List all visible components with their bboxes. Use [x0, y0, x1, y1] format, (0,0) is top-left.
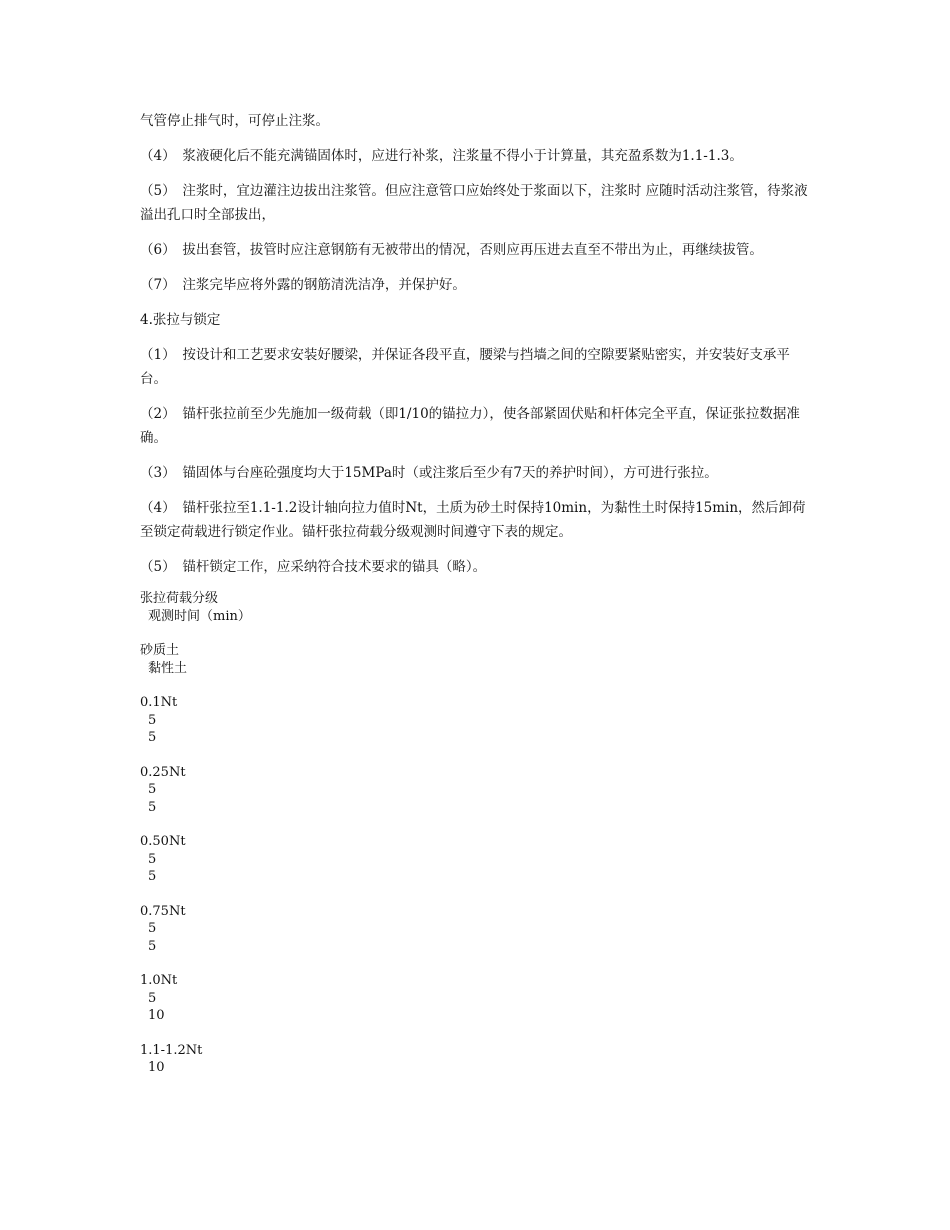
table-header: [140, 590, 810, 625]
table-row: [140, 1042, 810, 1077]
sand-time-cell: 5: [148, 712, 157, 728]
table-header-cell: 砂质土: [140, 643, 180, 658]
clay-time-cell: 10: [148, 1008, 165, 1023]
table-header-cell: 观测时间（min）: [148, 608, 251, 624]
sand-time-cell: 10: [148, 1060, 165, 1075]
table-row: [140, 764, 810, 817]
table-row: [140, 833, 810, 886]
paragraph: （4） 锚杆张拉至1.1-1.2设计轴向拉力值时Nt，土质为砂土时保持10min，为黏性土时保持15min，然后卸荷至锁定荷载进行锁定作业。锚杆张拉荷载分级观测时间遵守下表的规定。: [140, 500, 806, 540]
table-row: [140, 972, 810, 1025]
sand-time-cell: 5: [148, 782, 157, 797]
load-cell: 0.1Nt: [140, 695, 178, 710]
table-row: [140, 694, 810, 747]
paragraph: （5） 注浆时，宜边灌注边拔出注浆管。但应注意管口应始终处于浆面以下，注浆时 应随时活动注浆管，待浆液溢出孔口时全部拔出，: [140, 183, 808, 223]
clay-time-cell: 5: [148, 869, 157, 884]
paragraph: （6） 拔出套管，拔管时应注意钢筋有无被带出的情况，否则应再压进去直至不带出为止，再继续拔管。: [140, 242, 763, 258]
paragraph: （7） 注浆完毕应将外露的钢筋清洗洁净，并保护好。: [140, 277, 466, 293]
load-cell: 0.50Nt: [140, 834, 186, 849]
paragraph: 气管停止排气时，可停止注浆。: [140, 113, 329, 129]
section-title: 4.张拉与锁定: [140, 312, 221, 328]
table-header-cell: 黏性土: [148, 660, 188, 676]
sand-time-cell: 5: [148, 921, 157, 936]
clay-time-cell: 5: [148, 938, 157, 954]
load-table: [140, 590, 810, 1077]
load-cell: 1.1-1.2Nt: [140, 1042, 203, 1058]
paragraph: （3） 锚固体与台座砼强度均大于15MPa时（或注浆后至少有7天的养护时间），方可进行张拉。: [140, 465, 718, 481]
table-subheader: [140, 642, 810, 677]
sand-time-cell: 5: [148, 990, 157, 1006]
table-header-cell: 张拉荷载分级: [140, 591, 219, 606]
load-cell: 0.25Nt: [140, 764, 186, 780]
load-cell: 0.75Nt: [140, 903, 186, 919]
paragraph: （1） 按设计和工艺要求安装好腰梁，并保证各段平直，腰梁与挡墙之间的空隙要紧贴密实，并安装好支承平台。: [140, 347, 790, 387]
document-page: [140, 109, 810, 1094]
paragraph: （5） 锚杆锁定工作，应采纳符合技术要求的锚具（略）。: [140, 559, 487, 575]
clay-time-cell: 5: [148, 730, 157, 745]
clay-time-cell: 5: [148, 799, 157, 815]
sand-time-cell: 5: [148, 851, 157, 867]
load-cell: 1.0Nt: [140, 973, 178, 988]
table-row: [140, 903, 810, 956]
paragraph: （2） 锚杆张拉前至少先施加一级荷载（即1/10的锚拉力），使各部紧固伏贴和杆体完全平直，保证张拉数据准确。: [140, 406, 800, 446]
paragraph: （4） 浆液硬化后不能充满锚固体时，应进行补浆，注浆量不得小于计算量，其充盈系数为1.1-1.3。: [140, 148, 743, 164]
